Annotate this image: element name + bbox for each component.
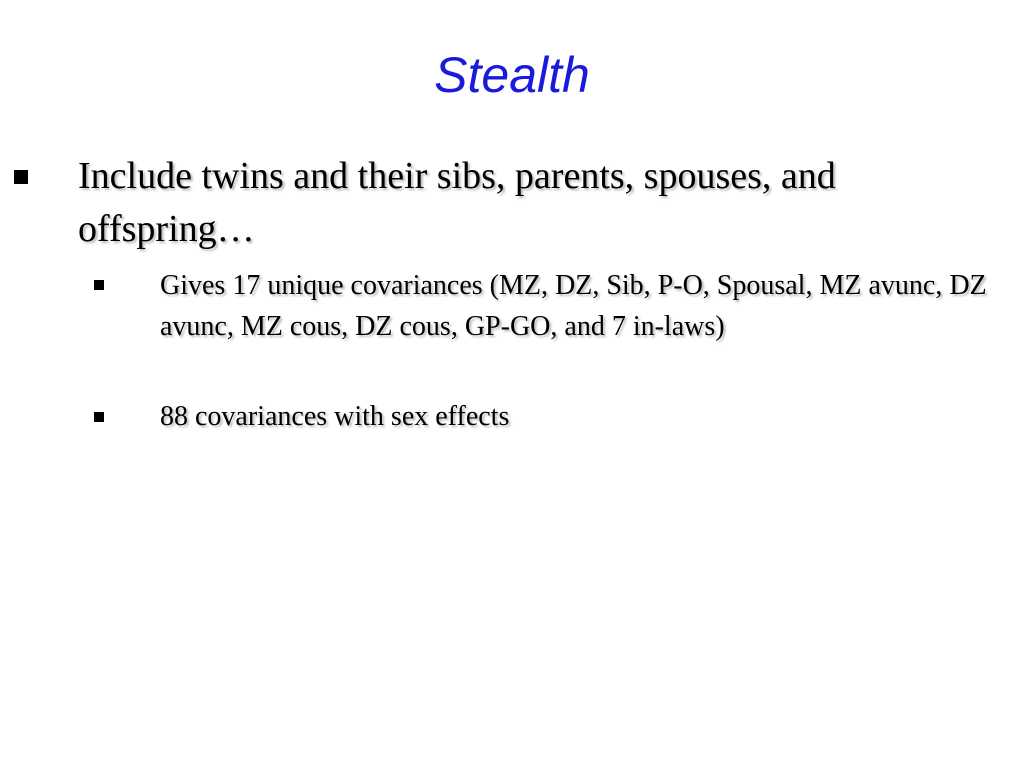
sub-bullet-marker [94,280,104,290]
bullet-text: Include twins and their sibs, parents, spouses, and offspring… [78,155,836,250]
sub-bullet-text: 88 covariances with sex effects [160,401,510,432]
sub-bullet-marker [94,412,104,422]
slide-title: Stealth [434,47,590,103]
bullet-marker [14,170,28,184]
sub-bullet-text: Gives 17 unique covariances (MZ, DZ, Sib, P-O, Spousal, MZ avunc, DZ avunc, MZ cous, DZ cous, GP-GO, and 7 in-laws) [160,270,987,342]
